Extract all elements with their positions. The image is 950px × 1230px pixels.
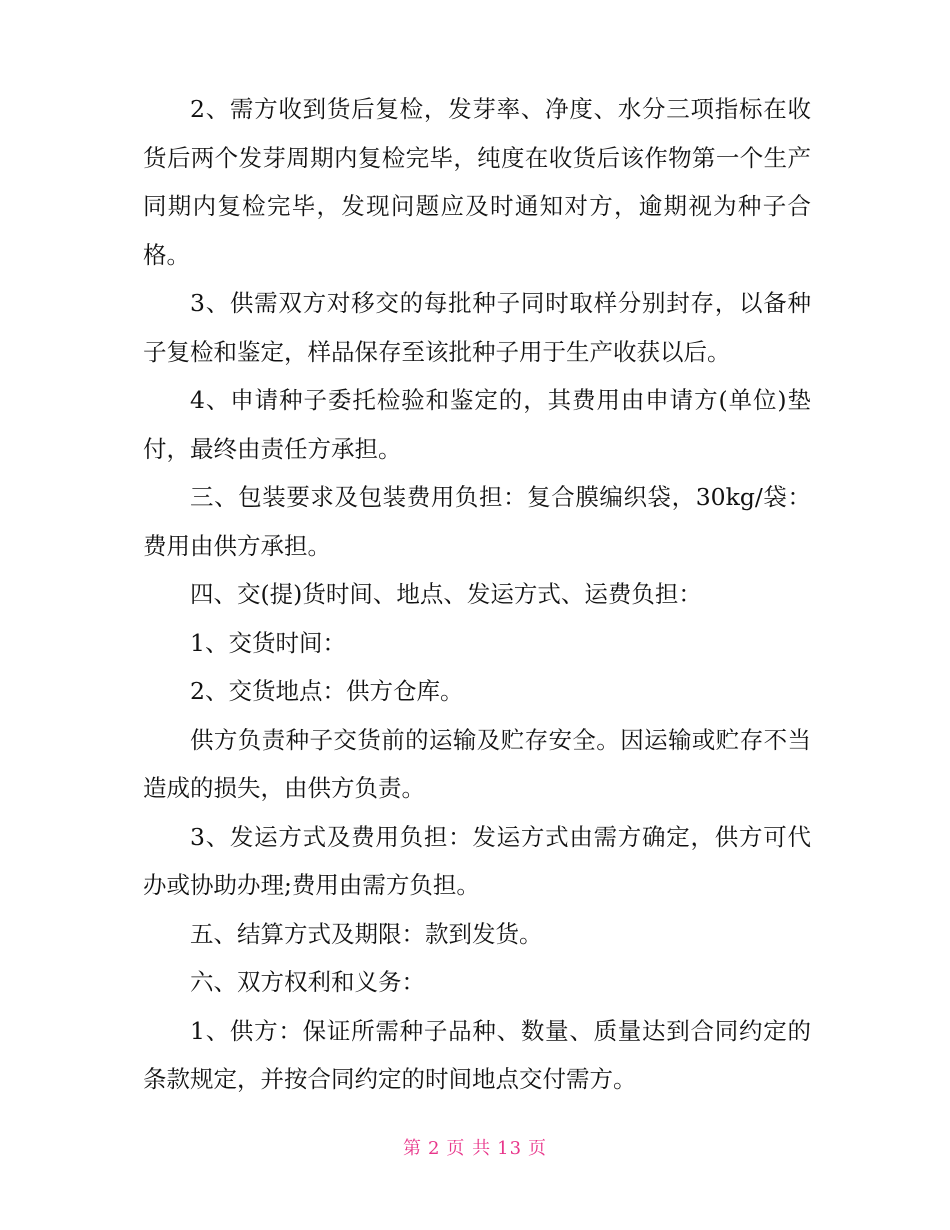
paragraph-6: 1、交货时间： <box>190 628 346 657</box>
footer-suffix: 页 <box>528 1138 548 1159</box>
footer-page-number: 2 <box>427 1138 441 1159</box>
paragraph-7: 2、交货地点：供方仓库。 <box>190 677 464 705</box>
paragraph-2: 3、供需双方对移交的每批种子同时取样分别封存，以备种子复检和鉴定，样品保存至该批种子用于生产收获以后。 <box>143 289 811 366</box>
paragraph-10: 五、结算方式及期限：款到发货。 <box>190 919 543 948</box>
paragraph-4: 三、包装要求及包装费用负担：复合膜编织袋，30kg/袋：费用由供方承担。 <box>143 483 811 560</box>
page-footer <box>0 1134 950 1160</box>
paragraph-11: 六、双方权利和义务： <box>190 968 425 996</box>
footer-prefix: 第 <box>402 1138 422 1159</box>
footer-middle: 页 共 <box>446 1138 492 1159</box>
footer-total-pages: 13 <box>497 1138 523 1159</box>
paragraph-9: 3、发运方式及费用负担：发运方式由需方确定，供方可代办或协助办理;费用由需方负担。 <box>143 822 811 899</box>
document-body <box>143 85 811 1104</box>
paragraph-8: 供方负责种子交货前的运输及贮存安全。因运输或贮存不当造成的损失，由供方负责。 <box>143 725 811 802</box>
paragraph-1: 2、需方收到货后复检，发芽率、净度、水分三项指标在收货后两个发芽周期内复检完毕，纯度在收货后该作物第一个生产同期内复检完毕，发现问题应及时通知对方，逾期视为种子合格。 <box>143 95 811 269</box>
paragraph-3: 4、申请种子委托检验和鉴定的，其费用由申请方(单位)垫付，最终由责任方承担。 <box>143 386 811 463</box>
paragraph-5: 四、交(提)货时间、地点、发运方式、运费负担： <box>190 580 702 608</box>
paragraph-12: 1、供方：保证所需种子品种、数量、质量达到合同约定的条款规定，并按合同约定的时间地点交付需方。 <box>143 1016 811 1093</box>
